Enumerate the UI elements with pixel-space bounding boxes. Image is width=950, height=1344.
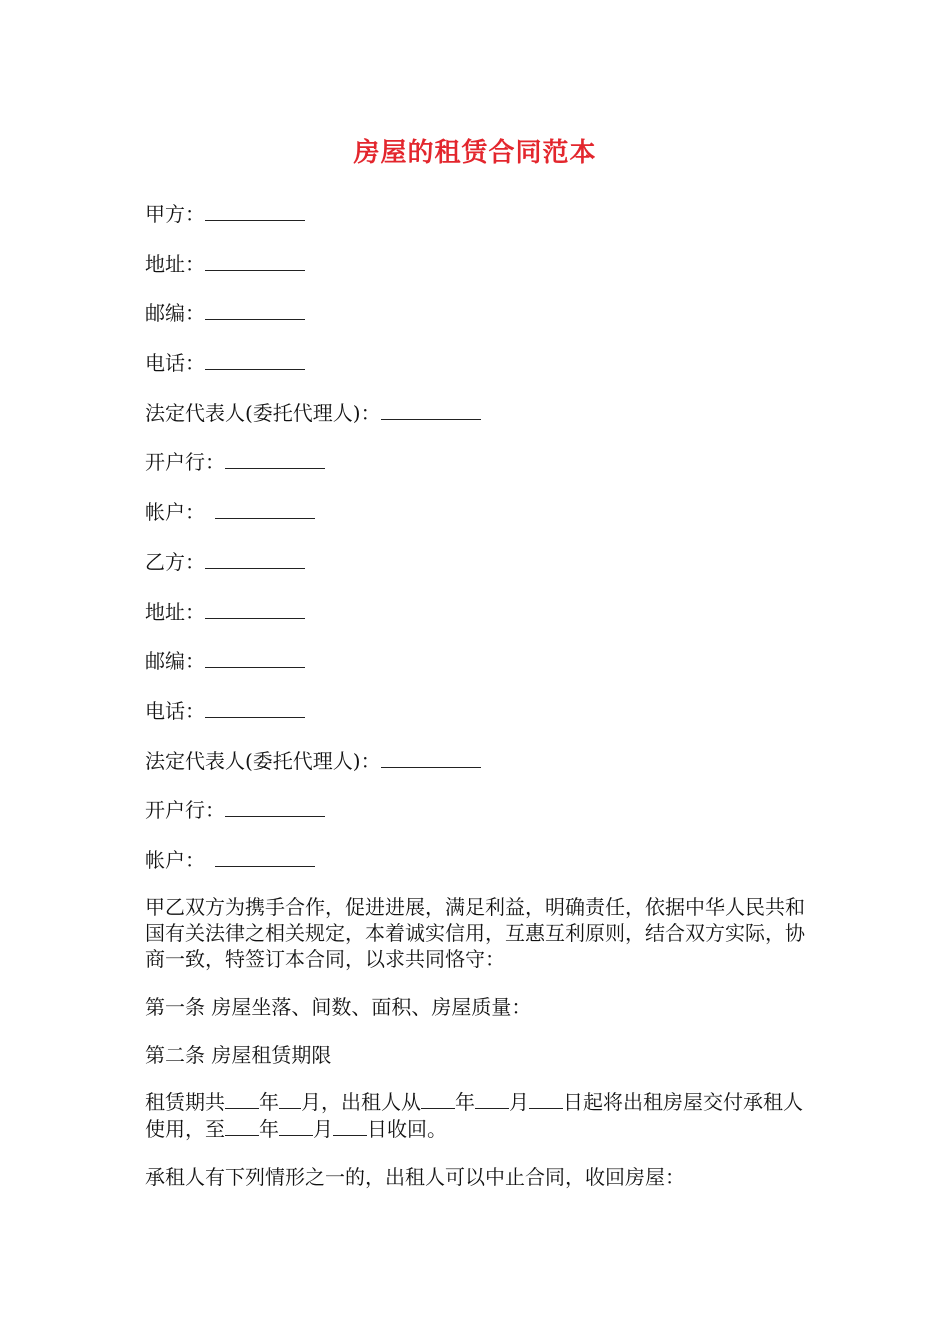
party-b-address-line: [145, 596, 825, 626]
party-b-bank-label: 开户行：: [145, 798, 225, 823]
party-b-address-label: 地址：: [145, 599, 205, 624]
party-b-name-line: [145, 546, 825, 576]
term-text-7: 年: [259, 1116, 279, 1141]
party-b-name-label: 乙方：: [145, 549, 205, 574]
end-year-blank: [225, 1115, 259, 1136]
party-a-account-line: [145, 496, 825, 526]
party-a-bank-label: 开户行：: [145, 450, 225, 475]
end-month-blank: [279, 1115, 313, 1136]
party-b-bank-line: [145, 794, 825, 824]
term-text-3: 月，出租人从: [301, 1089, 421, 1114]
party-a-address-line: [145, 248, 825, 278]
term-text-2: 年: [259, 1089, 279, 1114]
term-text-4: 年: [455, 1089, 475, 1114]
party-a-legal-rep-label: 法定代表人(委托代理人)：: [145, 400, 381, 425]
party-b-account-blank: [215, 844, 315, 867]
party-b-address-blank: [205, 596, 305, 619]
party-b-account-line: [145, 844, 825, 874]
preamble-paragraph: 甲乙双方为携手合作，促进进展，满足利益，明确责任，依据中华人民共和国有关法律之相关规定，本着诚实信用，互惠互利原则，结合双方实际，协商一致，特签订本合同，以求共同恪守：: [145, 894, 805, 971]
party-a-account-blank: [215, 496, 315, 519]
party-b-phone-line: [145, 695, 825, 725]
party-a-bank-line: [145, 446, 825, 476]
term-years-blank: [225, 1088, 259, 1109]
document-title: 房屋的租赁合同范本: [353, 138, 597, 168]
party-b-legal-rep-line: [145, 745, 825, 775]
party-a-legal-rep-line: [145, 397, 825, 427]
termination-paragraph: 承租人有下列情形之一的，出租人可以中止合同，收回房屋：: [145, 1164, 685, 1189]
term-text-1: 租赁期共: [145, 1089, 225, 1114]
party-b-name-blank: [205, 546, 305, 569]
start-year-blank: [421, 1088, 455, 1109]
term-text-9: 日收回。: [367, 1116, 447, 1141]
lease-term-paragraph: [145, 1088, 815, 1142]
party-a-postcode-label: 邮编：: [145, 301, 205, 326]
term-text-5: 月: [509, 1089, 529, 1114]
end-day-blank: [333, 1115, 367, 1136]
term-text-8: 月: [313, 1116, 333, 1141]
party-b-postcode-line: [145, 645, 825, 675]
party-b-account-label: 帐户：: [145, 847, 205, 872]
party-a-name-line: [145, 198, 825, 228]
party-a-bank-blank: [225, 446, 325, 469]
article-1-heading: 第一条 房屋坐落、间数、面积、房屋质量：: [145, 994, 532, 1019]
party-a-name-label: 甲方：: [145, 202, 205, 226]
party-b-phone-blank: [205, 695, 305, 718]
party-b-postcode-label: 邮编：: [145, 649, 205, 674]
party-b-bank-blank: [225, 794, 325, 817]
party-a-account-label: 帐户：: [145, 500, 205, 525]
term-text-6: 日起将出租房屋交付承租人使用，至: [145, 1089, 803, 1141]
party-b-legal-rep-blank: [381, 745, 481, 768]
document-body: [145, 198, 825, 1210]
party-b-legal-rep-label: 法定代表人(委托代理人)：: [145, 748, 381, 773]
term-months-blank: [279, 1088, 301, 1109]
party-a-address-blank: [205, 248, 305, 271]
party-a-legal-rep-blank: [381, 397, 481, 420]
party-a-postcode-blank: [205, 297, 305, 320]
start-month-blank: [475, 1088, 509, 1109]
party-a-phone-line: [145, 347, 825, 377]
party-a-phone-label: 电话：: [145, 351, 205, 376]
start-day-blank: [529, 1088, 563, 1109]
party-a-address-label: 地址：: [145, 251, 205, 276]
party-a-postcode-line: [145, 297, 825, 327]
party-b-phone-label: 电话：: [145, 698, 205, 723]
party-a-name-blank: [205, 198, 305, 221]
article-2-heading: 第二条 房屋租赁期限: [145, 1042, 332, 1067]
party-a-phone-blank: [205, 347, 305, 370]
party-b-postcode-blank: [205, 645, 305, 668]
